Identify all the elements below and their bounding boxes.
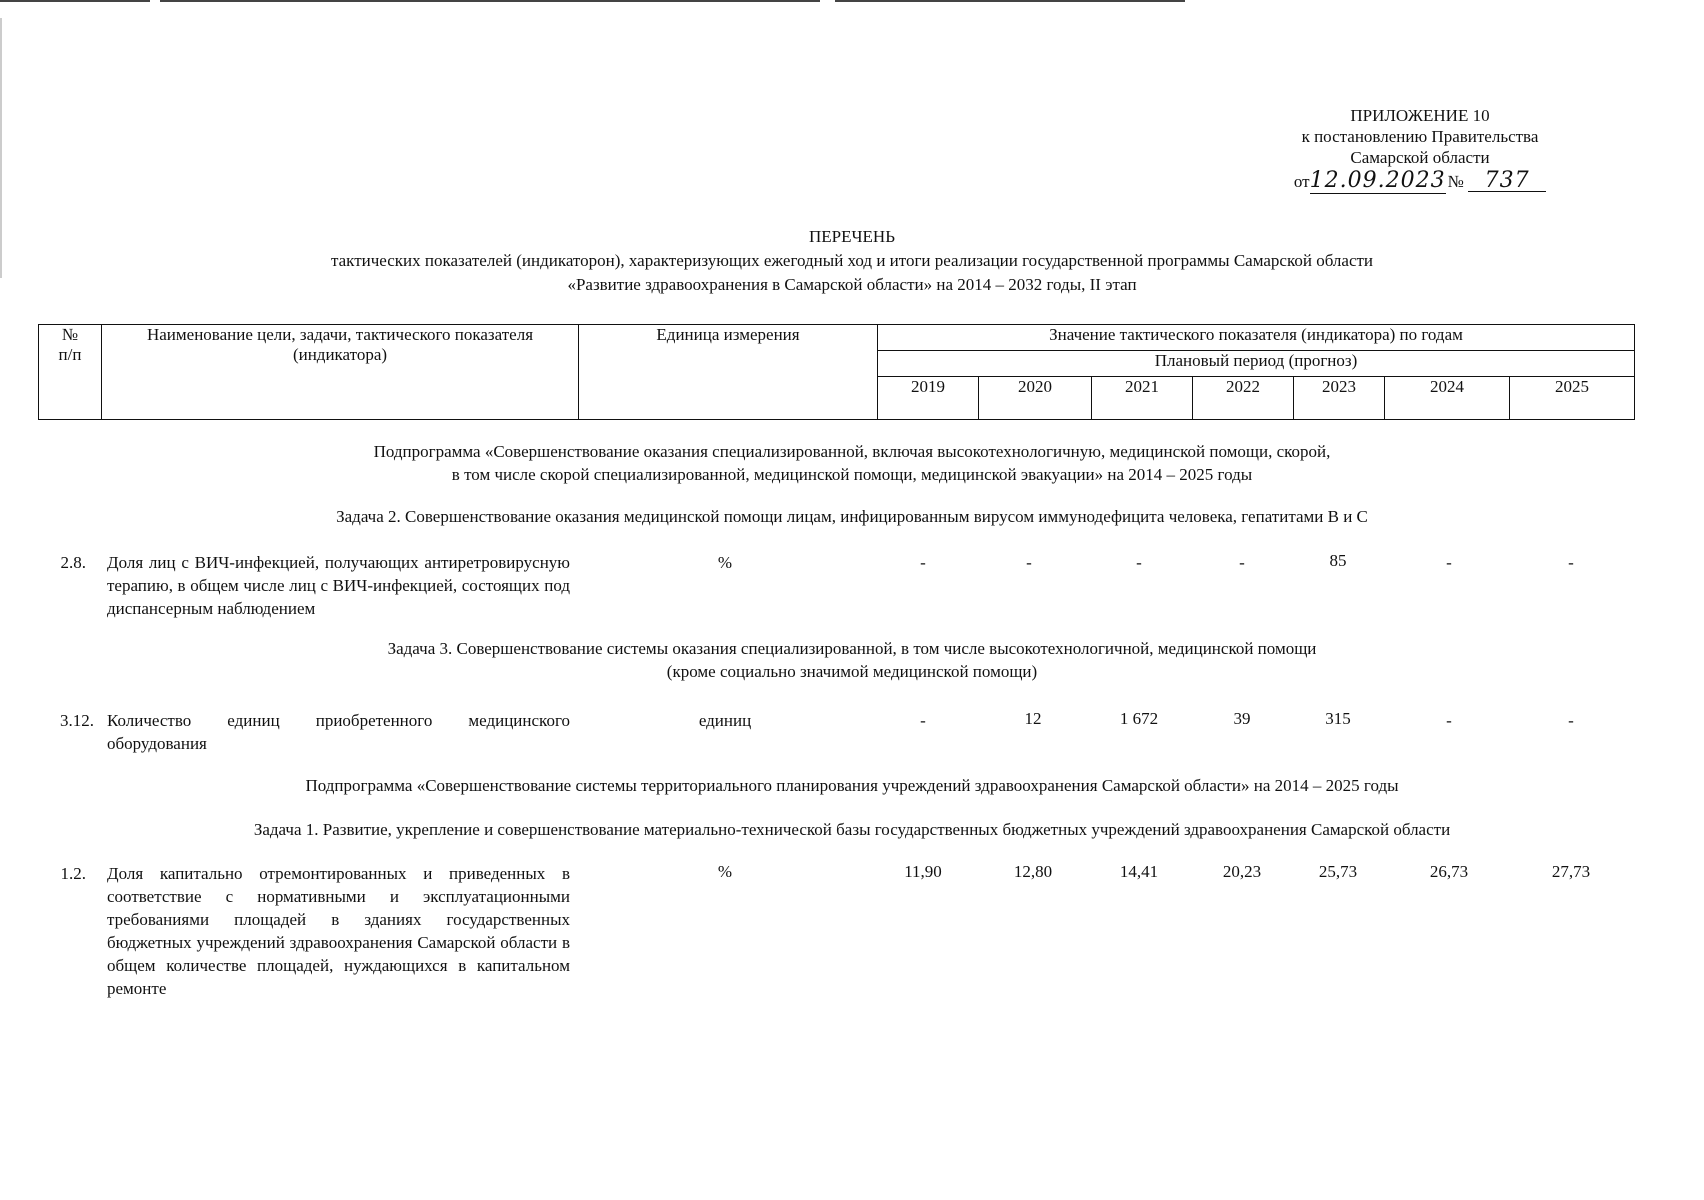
indicator-name: Доля лиц с ВИЧ-инфекцией, получающих антиретровирусную терапию, в общем числе лиц с ВИЧ-инфекцией, состоящих под диспансерным наблюдением xyxy=(107,553,570,618)
task-3-line-1: Задача 3. Совершенствование системы оказания специализированной, в том числе высокотехнологичной, медицинской помощи xyxy=(387,639,1317,658)
scan-edge-line xyxy=(160,0,820,2)
header-year: 2023 xyxy=(1294,377,1385,420)
task-1-heading: Задача 1. Развитие, укрепление и совершенствование материально-технической базы государственных бюджетных учреждений здравоохранения Самарской области xyxy=(253,820,1451,839)
value-2022: - xyxy=(1239,553,1245,572)
row-number: 3.12. xyxy=(60,711,94,730)
number-prefix: № xyxy=(1447,172,1464,191)
value-2024: - xyxy=(1446,553,1452,572)
value-2020: 12,80 xyxy=(1013,862,1053,881)
value-2019: - xyxy=(920,553,926,572)
header-year: 2025 xyxy=(1510,377,1635,420)
appendix-date-number xyxy=(1240,170,1600,192)
subprogram-1-heading xyxy=(0,440,1704,486)
header-unit: Единица измерения xyxy=(579,325,878,420)
indicator-unit: единиц xyxy=(698,711,752,730)
appendix-resolution: к постановлению Правительства xyxy=(1301,127,1539,146)
value-2023: 25,73 xyxy=(1318,862,1358,881)
value-2021: 14,41 xyxy=(1119,862,1159,881)
indicator-unit: % xyxy=(717,862,733,881)
from-prefix: от xyxy=(1293,172,1310,191)
header-num: № п/п xyxy=(39,325,102,420)
indicator-name: Количество единиц приобретенного медицинского оборудования xyxy=(107,711,570,753)
value-2019: - xyxy=(920,711,926,730)
value-2019: 11,90 xyxy=(904,862,942,881)
value-2024: 26,73 xyxy=(1429,862,1469,881)
appendix-region: Самарской области xyxy=(1350,148,1490,167)
subprogram-2-heading: Подпрограмма «Совершенствование системы территориального планирования учреждений здравоохранения Самарской области» на 2014 – 2025 годы xyxy=(305,776,1399,795)
appendix-date: 12.09.2023 xyxy=(1309,168,1446,193)
header-year: 2024 xyxy=(1385,377,1510,420)
value-2023: 315 xyxy=(1325,709,1351,728)
value-2020: 12 xyxy=(1024,709,1042,728)
title-heading: ПЕРЕЧЕНЬ xyxy=(809,227,895,246)
value-2021: - xyxy=(1136,553,1142,572)
header-name: Наименование цели, задачи, тактического показателя (индикатора) xyxy=(102,325,579,420)
value-2024: - xyxy=(1446,711,1452,730)
scan-edge-line xyxy=(835,0,1185,2)
header-year: 2019 xyxy=(878,377,979,420)
header-year: 2021 xyxy=(1092,377,1193,420)
header-values-title: Значение тактического показателя (индикатора) по годам xyxy=(878,325,1635,351)
title-line-2: «Развитие здравоохранения в Самарской области» на 2014 – 2032 годы, II этап xyxy=(567,275,1137,294)
header-year: 2020 xyxy=(979,377,1092,420)
indicator-table-header xyxy=(38,324,1635,420)
value-2025: - xyxy=(1568,711,1574,730)
appendix-block xyxy=(1240,105,1600,192)
value-2021: 1 672 xyxy=(1119,709,1159,728)
scan-edge-line xyxy=(0,0,150,2)
value-2025: 27,73 xyxy=(1551,862,1591,881)
indicator-unit: % xyxy=(717,553,733,572)
value-2022: 39 xyxy=(1233,709,1251,728)
row-number: 1.2. xyxy=(60,864,86,883)
task-3-heading xyxy=(0,637,1704,683)
appendix-title: ПРИЛОЖЕНИЕ 10 xyxy=(1350,106,1490,125)
value-2020: - xyxy=(1026,553,1032,572)
appendix-number: 737 xyxy=(1468,170,1546,192)
header-year: 2022 xyxy=(1193,377,1294,420)
value-2025: - xyxy=(1568,553,1574,572)
indicator-name: Доля капитально отремонтированных и приведенных в соответствие с нормативными и эксплуатационными требованиями площадей в зданиях государственных бюджетных учреждений здравоохранения Самарской области в общем количестве площадей, нуждающихся в капитальном ремонте xyxy=(107,864,570,998)
value-2022: 20,23 xyxy=(1222,862,1262,881)
row-number: 2.8. xyxy=(60,553,86,572)
task-3-line-2: (кроме социально значимой медицинской помощи) xyxy=(666,662,1038,681)
header-planned-period: Плановый период (прогноз) xyxy=(878,351,1635,377)
title-line-1: тактических показателей (индикаторон), характеризующих ежегодный ход и итоги реализации государственной программы Самарской области xyxy=(330,251,1374,270)
document-title xyxy=(0,225,1704,297)
value-2023: 85 xyxy=(1329,551,1347,570)
task-2-heading: Задача 2. Совершенствование оказания медицинской помощи лицам, инфицированным вирусом иммунодефицита человека, гепатитами B и C xyxy=(336,507,1368,526)
subprogram-1-line-2: в том числе скорой специализированной, медицинской помощи, медицинской эвакуации» на 2014 – 2025 годы xyxy=(451,465,1253,484)
subprogram-1-line-1: Подпрограмма «Совершенствование оказания специализированной, включая высокотехнологичную, медицинской помощи, скорой, xyxy=(373,442,1331,461)
